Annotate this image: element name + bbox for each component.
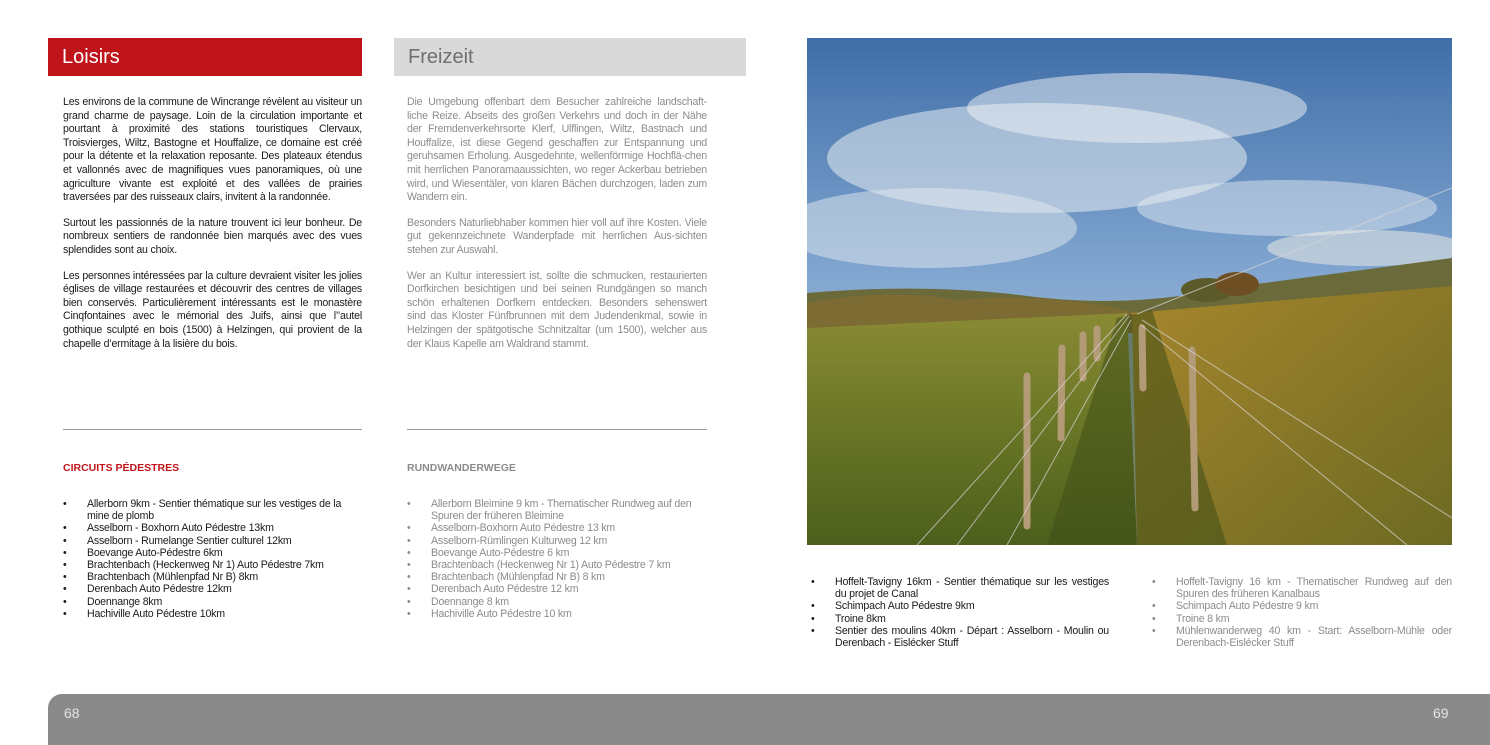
list-item: • Mühlenwanderweg 40 km - Start: Asselborn-Mühle oder Derenbach-Eislécker Stuff: [1152, 625, 1452, 649]
list-item: • Brachtenbach (Heckenweg Nr 1) Auto Pédestre 7 km: [407, 559, 707, 571]
divider: [63, 429, 362, 430]
list-item: • Brachtenbach (Mühlenpfad Nr B) 8 km: [407, 571, 707, 583]
list-item: • Doennange 8 km: [407, 596, 707, 608]
list-item: • Asselborn - Boxhorn Auto Pédestre 13km: [63, 522, 363, 534]
subheading-de: RUNDWANDERWEGE: [407, 462, 516, 474]
list-item: • Hoffelt-Tavigny 16km - Sentier thématique sur les vestiges du projet de Canal: [811, 576, 1109, 600]
paragraph: Wer an Kultur interessiert ist, sollte die schmucken, restaurierten Dorfkirchen besichtigen und bei seinen Rundgängen so manch schön erhaltenen Dorfkern entdecken. Besonders sehenswert sind das Kloster Fünfbrunnen mit dem Judendenkmal, sowie in Helzingen der spätgotische Schnitzaltar (um 1500), welcher aus der Klaus Kapelle am Waldrand stammt.: [407, 269, 707, 350]
list-item: • Asselborn-Boxhorn Auto Pédestre 13 km: [407, 522, 707, 534]
list-item: • Hachiville Auto Pédestre 10km: [63, 608, 363, 620]
list-item: • Brachtenbach (Mühlenpfad Nr B) 8km: [63, 571, 363, 583]
section-header-de: Freizeit: [394, 38, 746, 76]
list-item: • Allerborn Bleimine 9 km - Thematischer Rundweg auf den Spuren der früheren Bleimine: [407, 498, 707, 522]
paragraph: Les environs de la commune de Wincrange révèlent au visiteur un grand charme de paysage. Loin de la circulation importante et pourtant à proximité des stations touristiques Clervaux, Troisvierges, Wiltz, Bastogne et Houffalize, ce domaine est créé pour la détente et la relaxation reposante. Des plateaux étendus et vallonnés avec de magnifiques vues panoramiques, où une agriculture vivante est exploité et des vallées de prairies traversées par des ruisseaux clairs, invitent à la randonnée.: [63, 96, 362, 204]
list-item: • Derenbach Auto Pédestre 12km: [63, 583, 363, 595]
section-header-fr: Loisirs: [48, 38, 362, 76]
page-number-left: 68: [64, 705, 80, 721]
paragraph: Les personnes intéressées par la culture devraient visiter les jolies églises de village restaurées et découvrir des centres de villages bien conservés. Particulièrement intéressants est le monastère Cinqfontaines avec le mémorial des Juifs, ainsi que l’’autel gothique sculpté en bois (1500) à Helzingen, qui provient de la chapelle d’ermitage à la lisière du bois.: [63, 269, 362, 350]
list-item: • Derenbach Auto Pédestre 12 km: [407, 583, 707, 595]
landscape-photo: [807, 38, 1452, 545]
list-item: • Schimpach Auto Pédestre 9km: [811, 600, 1109, 612]
subheading-fr: CIRCUITS PÉDESTRES: [63, 462, 180, 474]
trail-list-fr-continued: [811, 576, 1109, 649]
list-item: • Asselborn-Rümlingen Kulturweg 12 km: [407, 535, 707, 547]
page-number-right: 69: [1433, 705, 1449, 721]
list-item: • Hoffelt-Tavigny 16 km - Thematischer Rundweg auf den Spuren des früheren Kanalbaus: [1152, 576, 1452, 600]
list-item: • Allerborn 9km - Sentier thématique sur les vestiges de la mine de plomb: [63, 498, 363, 522]
paragraph: Surtout les passionnés de la nature trouvent ici leur bonheur. De nombreux sentiers de randonnée bien marqués avec des vues splendides sont au choix.: [63, 216, 362, 256]
list-item: • Troine 8 km: [1152, 613, 1452, 625]
divider: [407, 429, 707, 430]
list-item: • Brachtenbach (Heckenweg Nr 1) Auto Pédestre 7km: [63, 559, 363, 571]
list-item: • Troine 8km: [811, 613, 1109, 625]
paragraph: Besonders Naturliebhaber kommen hier voll auf ihre Kosten. Viele gut gekennzeichnete Wanderpfade mit herrlichen Aus-sichten stehen zur Auswahl.: [407, 216, 707, 256]
trail-list-fr: [63, 498, 363, 620]
intro-text-de: [407, 96, 707, 363]
list-item: • Sentier des moulins 40km - Départ : Asselborn - Moulin ou Derenbach - Eislécker Stuff: [811, 625, 1109, 649]
list-item: • Hachiville Auto Pédestre 10 km: [407, 608, 707, 620]
list-item: • Asselborn - Rumelange Sentier culturel 12km: [63, 535, 363, 547]
list-item: • Boevange Auto-Pédestre 6km: [63, 547, 363, 559]
list-item: • Schimpach Auto Pédestre 9 km: [1152, 600, 1452, 612]
list-item: • Boevange Auto-Pédestre 6 km: [407, 547, 707, 559]
trail-list-de: [407, 498, 707, 620]
page-footer-bar: [48, 694, 1490, 745]
paragraph: Die Umgebung offenbart dem Besucher zahlreiche landschaft-liche Reize. Abseits des großen Verkehrs und doch in der Nähe der Fremdenverkehrsorte Klerf, Ulflingen, Wiltz, Bastnach und Houffalize, ist diese Gegend geschaffen zur Entspannung und geruhsamen Erholung. Ausgedehnte, wellenförmige Hochflä-chen mit herrlichen Panoramaaussichten, wo reger Ackerbau betrieben wird, und Wiesentäler, von klaren Bächen durchzogen, laden zum Wandern ein.: [407, 96, 707, 204]
list-item: • Doennange 8km: [63, 596, 363, 608]
trail-list-de-continued: [1152, 576, 1452, 649]
intro-text-fr: [63, 96, 362, 363]
